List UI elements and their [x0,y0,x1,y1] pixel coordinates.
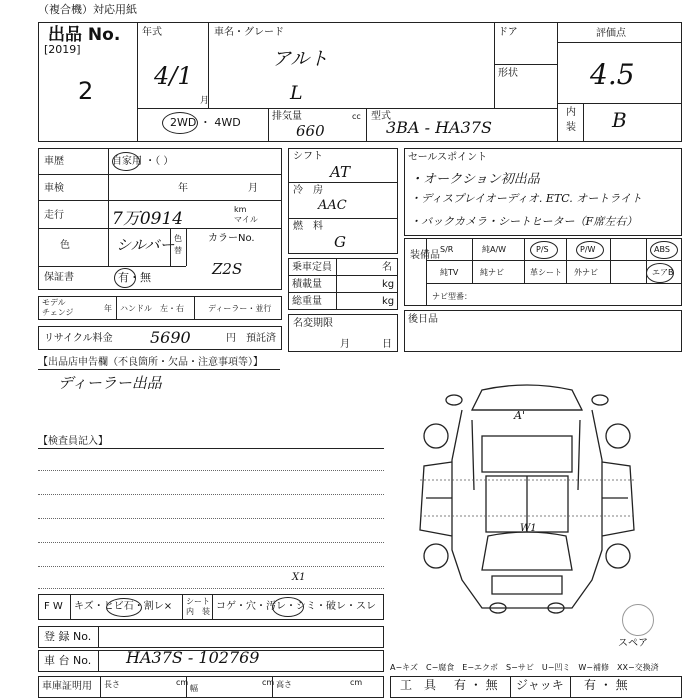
seat-items: コゲ・穴・汚レ・シミ・破レ・スレ [216,601,376,612]
color-code-value: Z2S [212,260,243,278]
year-value: 4/1 [154,62,193,90]
inspector-notes-label: 【検査員記入】 [38,436,108,447]
damage-legend: A−キズ C−腐食 E−エクボ S−サビ U−凹ミ W−補修 XX−交換済 [390,663,659,672]
lot-year-tag: [2019] [44,43,81,56]
seller-notes-value: ディーラー出品 [58,374,162,392]
ac-value: AAC [318,198,347,213]
sales-point-3: ・バックカメラ・シートヒーター（F席左右） [410,215,638,228]
year-label: 年式 [142,27,162,38]
drive-selected-mark [162,112,198,134]
vehicle-info-block [38,22,682,142]
diagram-mark-a: A' [514,409,525,422]
fuel-value: G [334,233,346,251]
model-value: 3BA - HA37S [386,118,492,137]
sales-point-1: ・オークション初出品 [410,172,540,187]
form-note: （複合機）対応用紙 [38,3,137,16]
car-name-value: アルト [272,48,329,70]
after-items-block [404,310,682,352]
sales-point-2: ・ディスプレイオーディオ. ETC. オートライト [410,192,642,205]
diagram-mark-w: W1 [520,523,537,534]
spare-label: スペア [618,638,648,649]
lot-label: 出品 No. [48,25,121,45]
car-damage-diagram [412,380,642,620]
transmission-value: AT [330,163,351,181]
history-options: 自家用 ・（ ） [112,156,174,167]
chassis-value: HA37S - 102769 [126,648,260,667]
diagram-mark-x: X1 [292,572,306,583]
mileage-value: 7万0914 [112,209,184,229]
grade-value: L [290,82,303,104]
color-value: シルバー [116,236,175,254]
car-name-label: 車名・グレード [214,27,284,38]
displacement-value: 660 [296,122,325,140]
score-label: 評価点 [596,28,626,39]
lot-number: 2 [78,77,94,105]
interior-value: B [612,108,627,132]
seller-notes-label: 【出品店申告欄（不良箇所・欠品・注意事項等）】 [38,357,263,368]
drive-options: 2WD ・ 4WD [170,116,241,129]
spare-tire-icon [622,604,654,636]
recycle-value: 5690 [150,328,191,347]
fw-items: キズ・ヒビ石・割レ× [74,601,173,612]
score-value: 4.5 [590,58,635,91]
warranty-options: 有・無 [118,271,151,284]
